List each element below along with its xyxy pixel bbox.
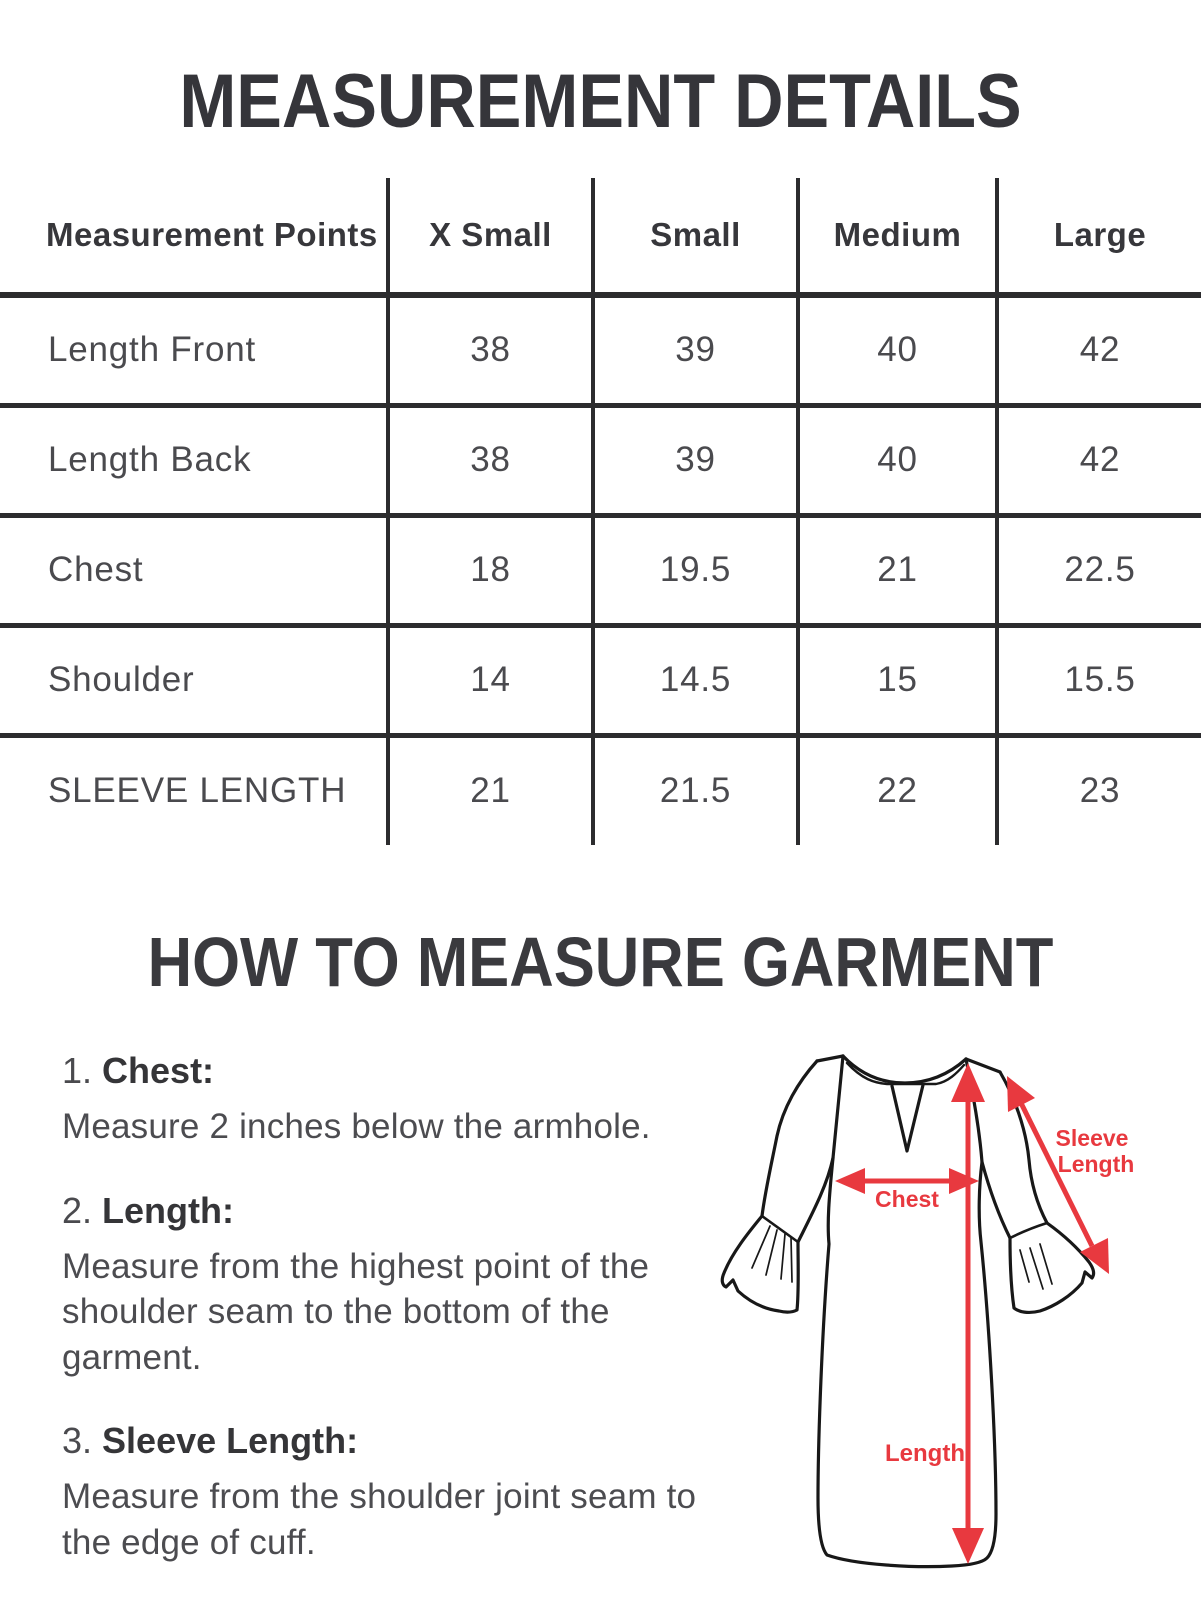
page-title: MEASUREMENT DETAILS	[179, 59, 1022, 144]
column-header-large: Large	[997, 178, 1201, 295]
left-bell-cuff	[722, 1216, 798, 1312]
chest-label: Chest	[875, 1186, 939, 1212]
chest-arrow-head-left	[835, 1168, 865, 1194]
cell-value: 38	[388, 295, 593, 405]
cell-value: 22	[798, 735, 997, 845]
size-chart	[0, 178, 1201, 845]
cell-value: 21.5	[593, 735, 798, 845]
cell-value: 22.5	[997, 515, 1201, 625]
row-label: SLEEVE LENGTH	[48, 771, 347, 811]
step-heading	[62, 1050, 712, 1092]
left-sleeve-outer	[762, 1061, 817, 1216]
step-text: Measure from the shoulder joint seam to the edge of cuff.	[62, 1477, 697, 1562]
row-label: Chest	[0, 515, 388, 625]
step-text: Measure 2 inches below the armhole.	[62, 1107, 651, 1146]
cell-value: 15.5	[997, 625, 1201, 735]
table-row-shoulder	[0, 625, 1201, 735]
table-row-chest	[0, 515, 1201, 625]
length-arrow-head-bottom	[952, 1528, 984, 1564]
step-text: Measure from the highest point of the shoulder seam to the bottom of the garment.	[62, 1246, 650, 1377]
size-chart-table	[0, 178, 1201, 845]
cell-value: 21	[388, 735, 593, 845]
cell-value: 39	[593, 405, 798, 515]
step-label: Length:	[102, 1189, 234, 1231]
table-row-sleeve-length	[0, 735, 1201, 845]
chest-arrow-head-right	[949, 1168, 979, 1194]
step-label: Sleeve Length:	[102, 1420, 359, 1461]
cell-value: 14	[388, 625, 593, 735]
cell-value: 23	[997, 735, 1201, 845]
right-cuff-gathers	[1020, 1244, 1052, 1289]
dress-illustration	[680, 1020, 1201, 1600]
step-heading	[62, 1190, 712, 1232]
cell-value: 14.5	[593, 625, 798, 735]
neck-notch-v	[892, 1085, 923, 1151]
measuring-instructions	[62, 1050, 712, 1605]
length-arrow-head-top	[951, 1063, 985, 1102]
cell-value: 18	[388, 515, 593, 625]
how-to-measure-title: HOW TO MEASURE GARMENT	[147, 923, 1054, 1001]
column-header-measurement-points: Measurement Points	[0, 178, 388, 295]
table-row-length-back	[0, 405, 1201, 515]
cell-value: 42	[997, 295, 1201, 405]
right-bell-cuff	[1010, 1223, 1094, 1312]
table-row-length-front	[0, 295, 1201, 405]
row-label: Length Back	[0, 405, 388, 515]
step-number: 1.	[62, 1050, 93, 1091]
cell-value: 42	[997, 405, 1201, 515]
cell-value: 21	[798, 515, 997, 625]
column-header-small: Small	[593, 178, 798, 295]
right-cuff-seam	[1010, 1223, 1047, 1238]
cell-value: 40	[798, 295, 997, 405]
left-cuff-seam	[762, 1216, 798, 1242]
garment-measurement-diagram	[680, 1020, 1201, 1600]
cell-value: 39	[593, 295, 798, 405]
cell-value: 40	[798, 405, 997, 515]
header-row	[0, 178, 1201, 295]
column-header-x-small: X Small	[388, 178, 593, 295]
column-header-medium: Medium	[798, 178, 997, 295]
instruction-step-sleeve-length	[62, 1420, 712, 1565]
sleeve-length-label-line1: Sleeve	[1055, 1125, 1129, 1151]
cell-value: 38	[388, 405, 593, 515]
right-sleeve-inner	[982, 1162, 1010, 1238]
cell-value: 15	[798, 625, 997, 735]
step-label: Chest:	[102, 1050, 215, 1091]
step-heading	[62, 1420, 712, 1462]
instruction-step-length	[62, 1190, 712, 1381]
length-label: Length	[885, 1440, 965, 1467]
row-label: Shoulder	[0, 625, 388, 735]
step-number: 2.	[62, 1189, 93, 1231]
cell-value: 19.5	[593, 515, 798, 625]
step-number: 3.	[62, 1420, 93, 1461]
row-label: Length Front	[0, 295, 388, 405]
sleeve-length-label-line2: Length	[1057, 1151, 1135, 1177]
instruction-step-chest	[62, 1050, 712, 1150]
